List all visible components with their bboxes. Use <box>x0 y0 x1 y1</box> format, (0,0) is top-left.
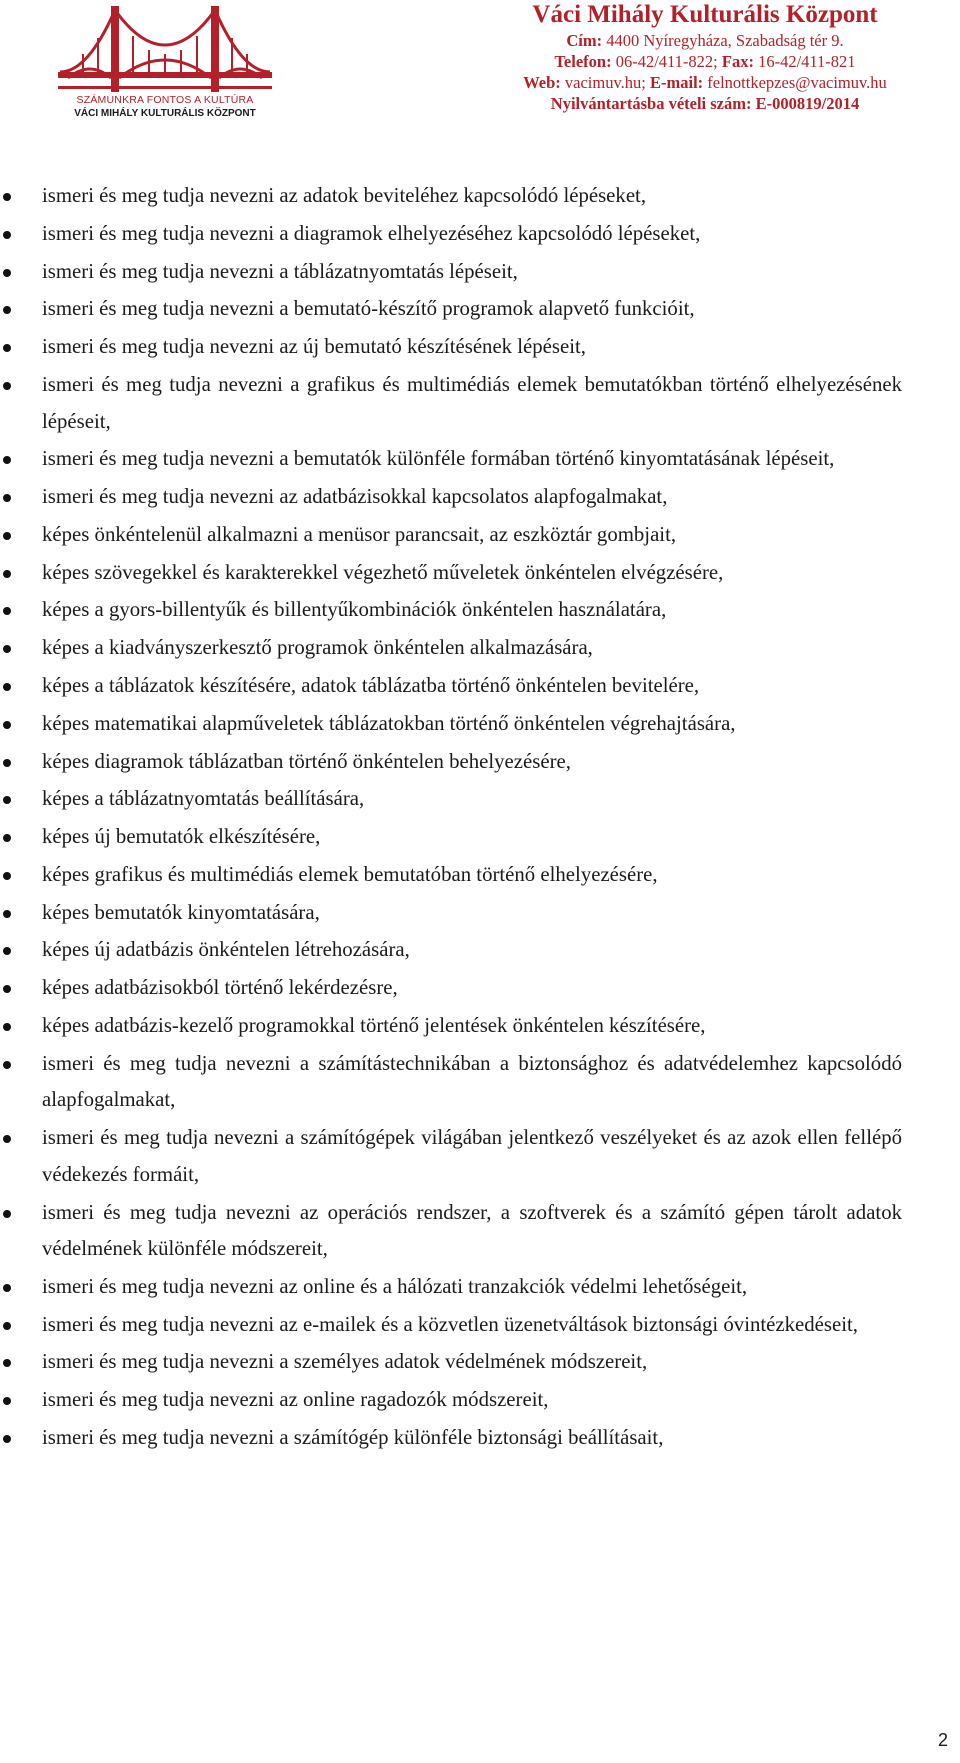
bullet-icon <box>3 1284 11 1292</box>
list-item-text: ismeri és meg tudja nevezni az adatok beviteléhez kapcsolódó lépéseket, <box>42 184 647 207</box>
list-item <box>0 932 902 969</box>
bullet-icon <box>3 834 11 842</box>
address-value: 4400 Nyíregyháza, Szabadság tér 9. <box>602 31 844 50</box>
list-item <box>0 1420 902 1457</box>
list-item <box>0 970 902 1007</box>
contact-block <box>470 0 940 114</box>
list-item <box>0 781 902 818</box>
list-item <box>0 1008 902 1045</box>
phone-value: 06-42/411-822; <box>611 52 722 71</box>
list-item <box>0 1307 902 1344</box>
list-item-text: képes szövegekkel és karakterekkel végezhető műveletek önkéntelen elvégzésére, <box>42 560 724 584</box>
bullet-icon <box>3 1435 11 1443</box>
bullet-icon <box>3 759 11 767</box>
address-label: Cím: <box>566 31 603 50</box>
list-item <box>0 819 902 856</box>
logo-org-name: VÁCI MIHÁLY KULTURÁLIS KÖZPONT <box>74 108 256 119</box>
list-item-text: ismeri és meg tudja nevezni a táblázatnyomtatás lépéseit, <box>42 259 518 283</box>
list-item-text: képes diagramok táblázatban történő önkéntelen behelyezésére, <box>42 749 571 773</box>
email-label: E-mail: <box>649 73 704 92</box>
list-item-text: ismeri és meg tudja nevezni a személyes adatok védelmének módszereit, <box>42 1350 648 1374</box>
bullet-icon <box>3 947 11 955</box>
list-item <box>0 1344 902 1381</box>
bullet-icon <box>3 1322 11 1330</box>
fax-label: Fax: <box>721 52 754 71</box>
list-item <box>0 479 902 516</box>
list-item-text: ismeri és meg tudja nevezni az online ragadozók módszereit, <box>42 1388 549 1412</box>
list-item <box>0 178 902 215</box>
web-link[interactable]: vacimuv.hu; <box>560 73 650 92</box>
bullet-icon <box>3 1359 11 1367</box>
list-item <box>0 1120 902 1193</box>
list-item-text: ismeri és meg tudja nevezni a bemutató-készítő programok alapvető funkcióit, <box>42 297 695 321</box>
list-item <box>0 555 902 592</box>
bullet-icon <box>3 269 11 277</box>
list-item-text: képes a táblázatok készítésére, adatok táblázatba történő önkéntelen bevitelére, <box>42 673 700 697</box>
list-item <box>0 1382 902 1419</box>
bullet-icon <box>3 532 11 540</box>
bullet-icon <box>3 607 11 615</box>
list-item <box>0 329 902 366</box>
web-label: Web: <box>523 73 561 92</box>
list-item-text: képes adatbázisokból történő lekérdezésre, <box>42 976 398 1000</box>
page-header <box>0 0 960 130</box>
list-item-text: képes a kiadványszerkesztő programok önkéntelen alkalmazására, <box>42 636 593 660</box>
bullet-icon <box>3 1023 11 1031</box>
list-item <box>0 1046 902 1119</box>
organization-name: Váci Mihály Kulturális Központ <box>532 1 878 28</box>
list-item <box>0 668 902 705</box>
list-item-text: ismeri és meg tudja nevezni a bemutatók különféle formában történő kinyomtatásának lépéseit, <box>42 447 835 471</box>
list-item-text: ismeri és meg tudja nevezni az operációs rendszer, a szoftverek és a számító gépen tárolt adatok védelmének különféle módszereit, <box>42 1200 902 1261</box>
list-item-text: ismeri és meg tudja nevezni a számítógép különféle biztonsági beállításait, <box>42 1426 664 1450</box>
list-item <box>0 630 902 667</box>
bullet-icon <box>3 231 11 239</box>
bullet-icon <box>3 872 11 880</box>
bullet-icon <box>3 344 11 352</box>
list-item-text: képes új adatbázis önkéntelen létrehozására, <box>42 938 410 962</box>
bullet-icon <box>3 570 11 578</box>
list-item-text: képes bemutatók kinyomtatására, <box>42 900 320 924</box>
list-item-text: ismeri és meg tudja nevezni a számítógépek világában jelentkező veszélyeket és az azok ellen fellépő védekezés formáit, <box>42 1126 902 1186</box>
email-link[interactable]: felnottkepzes@vacimuv.hu <box>703 73 887 92</box>
list-item-text: ismeri és meg tudja nevezni az online és a hálózati tranzakciók védelmi lehetőségeit, <box>42 1274 748 1298</box>
phone-label: Telefon: <box>554 52 612 71</box>
list-item <box>0 291 902 328</box>
address-line <box>470 30 940 51</box>
fax-value: 16-42/411-821 <box>753 52 856 71</box>
bullet-icon <box>3 306 11 314</box>
list-item <box>0 216 902 253</box>
web-email-line <box>470 72 940 93</box>
bullet-icon <box>3 985 11 993</box>
bullet-icon <box>3 910 11 918</box>
list-item <box>0 592 902 629</box>
list-item <box>0 857 902 894</box>
list-item <box>0 1195 902 1268</box>
list-item-text: ismeri és meg tudja nevezni a diagramok elhelyezéséhez kapcsolódó lépéseket, <box>42 221 701 245</box>
logo-slogan: SZÁMUNKRA FONTOS A KULTÚRA <box>76 94 254 106</box>
list-item-text: képes a táblázatnyomtatás beállítására, <box>42 787 365 811</box>
list-item-text: képes új bemutatók elkészítésére, <box>42 825 321 849</box>
list-item-text: képes matematikai alapműveletek táblázatokban történő önkéntelen végrehajtására, <box>42 711 736 735</box>
list-item-text: ismeri és meg tudja nevezni az új bemutató készítésének lépéseit, <box>42 335 586 359</box>
organization-logo <box>58 2 272 120</box>
bullet-icon <box>3 1397 11 1405</box>
competency-list <box>0 178 960 1457</box>
bullet-icon <box>3 382 11 390</box>
list-item <box>0 254 902 291</box>
registry-line <box>470 93 940 114</box>
list-item <box>0 1269 902 1306</box>
bullet-icon <box>3 796 11 804</box>
list-item-text: képes adatbázis-kezelő programokkal történő jelentések önkéntelen készítésére, <box>42 1014 706 1037</box>
bullet-icon <box>3 494 11 502</box>
bullet-icon <box>3 1135 11 1143</box>
list-item-text: ismeri és meg tudja nevezni a grafikus és multimédiás elemek bemutatókban történő elhelyezésének lépéseit, <box>42 372 902 433</box>
bullet-icon <box>3 193 11 201</box>
list-item-text: képes önkéntelenül alkalmazni a menüsor parancsait, az eszköztár gombjait, <box>42 522 677 546</box>
registry-value: E-000819/2014 <box>751 94 860 113</box>
list-item <box>0 441 902 478</box>
list-item-text: képes grafikus és multimédiás elemek bemutatóban történő elhelyezésére, <box>42 862 658 886</box>
phone-fax-line <box>470 51 940 72</box>
bullet-icon <box>3 456 11 464</box>
bullet-icon <box>3 1061 11 1069</box>
document-body <box>0 178 960 1458</box>
bullet-icon <box>3 1210 11 1218</box>
registry-label: Nyilvántartásba vételi szám: <box>550 94 752 113</box>
list-item-text: képes a gyors-billentyűk és billentyűkombinációk önkéntelen használatára, <box>42 598 667 622</box>
list-item <box>0 706 902 743</box>
bullet-icon <box>3 683 11 691</box>
list-item <box>0 517 902 554</box>
list-item-text: ismeri és meg tudja nevezni az e-mailek és a közvetlen üzenetváltások biztonsági óvintézkedéseit, <box>42 1312 858 1336</box>
list-item-text: ismeri és meg tudja nevezni a számítástechnikában a biztonsághoz és adatvédelemhez kapcsolódó alapfogalmakat, <box>42 1051 902 1112</box>
list-item <box>0 744 902 781</box>
bridge-logo-icon <box>58 2 272 94</box>
list-item <box>0 367 902 440</box>
bullet-icon <box>3 645 11 653</box>
bullet-icon <box>3 721 11 729</box>
page-number: 2 <box>937 1730 948 1750</box>
list-item <box>0 895 902 932</box>
list-item-text: ismeri és meg tudja nevezni az adatbázisokkal kapcsolatos alapfogalmakat, <box>42 485 668 509</box>
